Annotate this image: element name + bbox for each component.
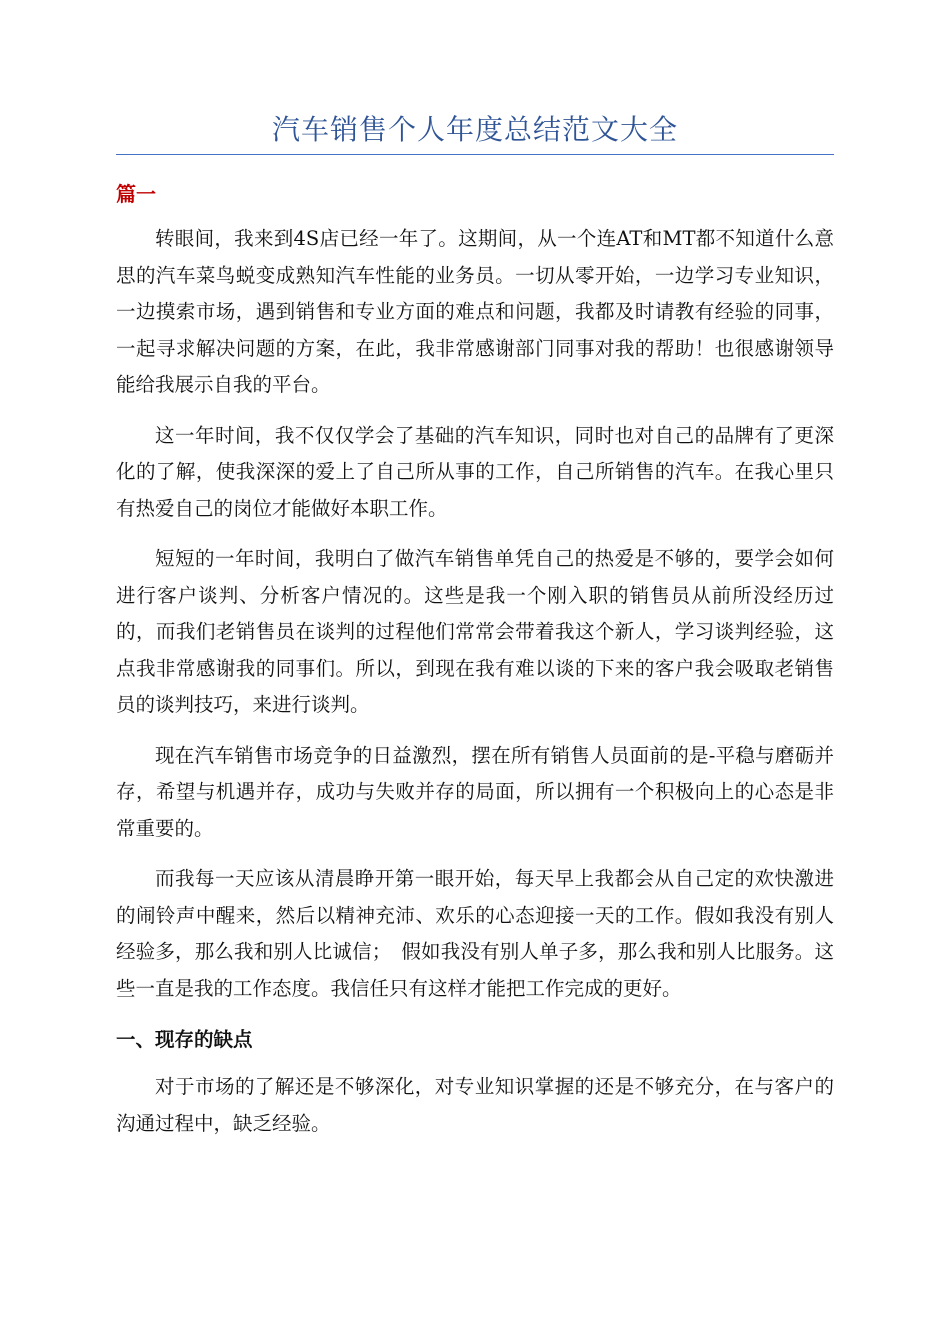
document-page: [116, 110, 834, 1142]
body-paragraph-1: 转眼间，我来到4S店已经一年了。这期间，从一个连AT和MT都不知道什么意思的汽车菜鸟蜕变成熟知汽车性能的业务员。一切从零开始，一边学习专业知识，一边摸索市场，遇到销售和专业方面的难点和问题，我都及时请教有经验的同事，一起寻求解决问题的方案，在此，我非常感谢部门同事对我的帮助！也很感谢领导能给我展示自我的平台。: [116, 227, 834, 396]
body-paragraph-6: 对于市场的了解还是不够深化，对专业知识掌握的还是不够充分，在与客户的沟通过程中，缺乏经验。: [116, 1075, 834, 1135]
document-title: 汽车销售个人年度总结范文大全: [271, 113, 678, 146]
body-paragraph-4: 现在汽车销售市场竞争的日益激烈，摆在所有销售人员面前的是-平稳与磨砺并存，希望与机遇并存，成功与失败并存的局面，所以拥有一个积极向上的心态是非常重要的。: [116, 743, 834, 840]
section-heading: 篇一: [116, 182, 156, 206]
sub-heading-shortcomings: 一、现存的缺点: [116, 1028, 253, 1051]
body-paragraph-3: 短短的一年时间，我明白了做汽车销售单凭自己的热爱是不够的，要学会如何进行客户谈判、分析客户情况的。这些是我一个刚入职的销售员从前所没经历过的，而我们老销售员在谈判的过程他们常常会带着我这个新人，学习谈判经验，这点我非常感谢我的同事们。所以，到现在我有难以谈的下来的客户我会吸取老销售员的谈判技巧，来进行谈判。: [116, 547, 834, 716]
title-underline: [116, 154, 834, 155]
body-paragraph-2: 这一年时间，我不仅仅学会了基础的汽车知识，同时也对自己的品牌有了更深化的了解，使我深深的爱上了自己所从事的工作，自己所销售的汽车。在我心里只有热爱自己的岗位才能做好本职工作。: [116, 423, 834, 520]
body-paragraph-5: 而我每一天应该从清晨睁开第一眼开始，每天早上我都会从自己定的欢快激进的闹铃声中醒来，然后以精神充沛、欢乐的心态迎接一天的工作。假如我没有别人经验多，那么我和别人比诚信； 假如我没有别人单子多，那么我和别人比服务。这些一直是我的工作态度。我信任只有这样才能把工作完成的更好。: [116, 867, 834, 1000]
